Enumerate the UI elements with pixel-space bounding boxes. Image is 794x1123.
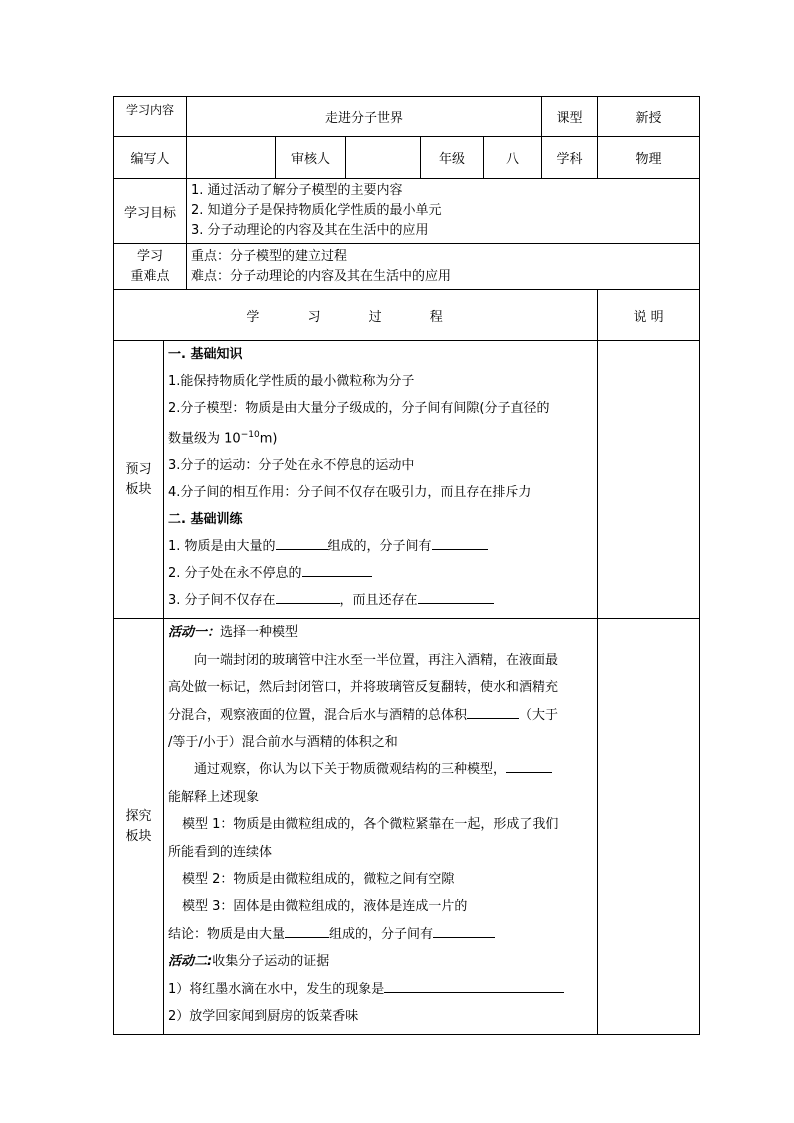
answer-blank[interactable] (467, 704, 519, 719)
exercise-1: 1. 物质是由大量的 组成的，分子间有 (168, 533, 591, 560)
preview-line: 2.分子模型：物质是由大量分子级成的，分子间有间隙(分子直径的 (168, 401, 550, 416)
answer-blank[interactable] (384, 978, 564, 993)
explore-line: 分混合，观察液面的位置，混合后水与酒精的总体积 （大于 (168, 702, 591, 729)
goal-item: 1. 通过活动了解分子模型的主要内容 (191, 183, 403, 198)
lesson-title: 走进分子世界 (187, 97, 542, 137)
question-2: 2）放学回家闻到厨房的饭菜香味 (168, 1009, 359, 1025)
lesson-plan-table (113, 96, 700, 1035)
subject-label: 学科 (542, 137, 598, 179)
type-label: 课型 (542, 97, 598, 137)
explore-line: /等于/小于）混合前水与酒精的体积之和 (168, 734, 398, 750)
model-2: 模型 2：物质是由微粒组成的，微粒之间有空隙 (182, 871, 455, 887)
author-label: 编写人 (114, 137, 187, 179)
question-1: 1）将红墨水滴在水中，发生的现象是 (168, 976, 591, 1003)
preview-line: 1.能保持物质化学性质的最小微粒称为分子 (168, 374, 415, 389)
grade-value: 八 (484, 137, 542, 179)
model-1-cont: 所能看到的连续体 (168, 844, 273, 860)
explore-line: 高处做一标记，然后封闭管口，并将玻璃管反复翻转，使水和酒精充 (168, 680, 559, 696)
model-3: 模型 3：固体是由微粒组成的，液体是连成一片的 (182, 899, 468, 915)
exercise-2: 2. 分子处在永不停息的 (168, 560, 591, 587)
keypoints-label: 学习 重难点 (114, 244, 187, 290)
preview-content (164, 341, 598, 619)
exercise-3: 3. 分子间不仅存在 ，而且还存在 (168, 587, 591, 614)
preview-heading-1: 一. 基础知识 (168, 347, 243, 362)
explore-line: 能解释上述现象 (168, 789, 260, 805)
goals-label: 学习目标 (114, 179, 187, 244)
keypoint-item: 重点：分子模型的建立过程 (191, 248, 348, 264)
answer-blank[interactable] (418, 589, 494, 604)
process-title: 学 习 过 程 (114, 290, 598, 341)
conclusion: 结论：物质是由大量 组成的，分子间有 (168, 921, 591, 948)
preview-note (598, 341, 700, 619)
goal-item: 2. 知道分子是保持物质化学性质的最小单元 (191, 203, 442, 218)
model-1: 模型 1：物质是由微粒组成的，各个微粒紧靠在一起，形成了我们 (182, 817, 559, 833)
answer-blank[interactable] (302, 562, 372, 577)
preview-heading-2: 二. 基础训练 (168, 512, 243, 528)
keypoint-item: 难点：分子动理论的内容及其在生活中的应用 (191, 268, 452, 284)
activity-1-heading: 活动一：选择一种模型 (168, 625, 299, 641)
goals-list (187, 179, 700, 244)
type-value: 新授 (598, 97, 700, 137)
author-value (187, 137, 276, 179)
activity-2-heading: 活动二:收集分子运动的证据 (168, 954, 330, 970)
note-label: 说 明 (598, 290, 700, 341)
explore-content (164, 619, 598, 1035)
subject-value: 物理 (598, 137, 700, 179)
content-label: 学习内容 (114, 97, 187, 137)
reviewer-value (346, 137, 421, 179)
explore-label: 探究 板块 (114, 619, 164, 1035)
grade-label: 年级 (421, 137, 484, 179)
answer-blank[interactable] (433, 923, 495, 938)
answer-blank[interactable] (285, 923, 329, 938)
explore-line: 通过观察，你认为以下关于物质微观结构的三种模型， (168, 756, 591, 783)
explore-line: 向一端封闭的玻璃管中注水至一半位置，再注入酒精，在液面最 (194, 652, 559, 668)
preview-line: 3.分子的运动：分子处在永不停息的运动中 (168, 458, 415, 474)
goal-item: 3. 分子动理论的内容及其在生活中的应用 (191, 223, 429, 238)
preview-label: 预习 板块 (114, 341, 164, 619)
keypoints-list (187, 244, 700, 290)
answer-blank[interactable] (276, 535, 328, 550)
answer-blank[interactable] (276, 589, 340, 604)
explore-note (598, 619, 700, 1035)
preview-line: 4.分子间的相互作用：分子间不仅存在吸引力，而且存在排斥力 (168, 485, 532, 501)
reviewer-label: 审核人 (276, 137, 346, 179)
answer-blank[interactable] (432, 535, 488, 550)
preview-line: 数量级为 $10^{-10}m$) (168, 430, 278, 447)
answer-blank[interactable] (506, 758, 552, 773)
